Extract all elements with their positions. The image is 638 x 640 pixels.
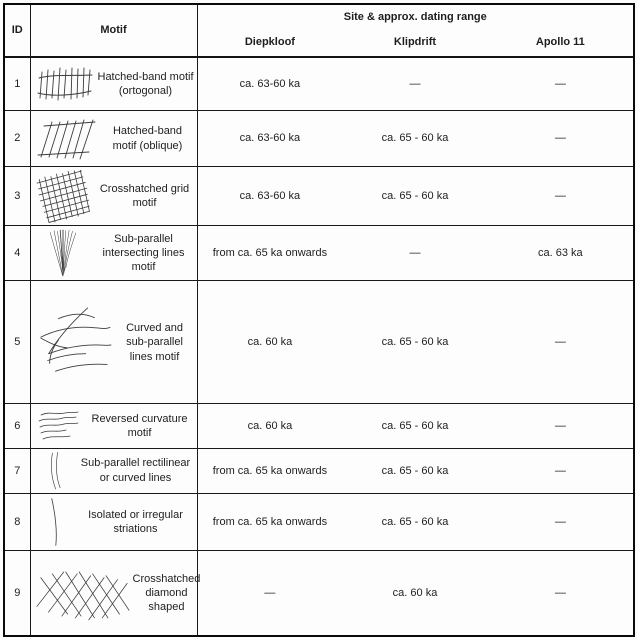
header-site-apollo11: Apollo 11 (535, 36, 585, 49)
header-id: ID (5, 5, 30, 57)
diepkloof-date-cell: from ca. 65 ka onwards (197, 225, 342, 280)
klipdrift-date-cell: ca. 65 - 60 ka (342, 404, 487, 448)
sub-parallel-rectilinear-curved-sketch (31, 451, 75, 491)
crosshatched-diamond-sketch (31, 564, 131, 622)
klipdrift-date-cell: — (409, 77, 421, 90)
apollo11-date-cell: ca. 63 ka (488, 225, 633, 280)
table-header (5, 5, 633, 57)
crosshatched-grid-sketch (31, 168, 93, 224)
diepkloof-date-cell: ca. 63-60 ka (239, 77, 301, 90)
table-row (5, 404, 633, 448)
motif-label: Crosshatched diamond shaped (132, 572, 201, 614)
klipdrift-date-cell: ca. 60 ka (342, 551, 487, 635)
motif-label: Hatched-band motif (oblique) (112, 125, 183, 152)
id-cell: 6 (5, 404, 30, 448)
header-site-group: Site & approx. dating range (343, 10, 487, 23)
diepkloof-date-cell: from ca. 65 ka onwards (197, 448, 342, 493)
klipdrift-date-cell: ca. 65 - 60 ka (342, 448, 487, 493)
motif-label: Crosshatched grid motif (99, 182, 190, 210)
motif-dating-table (5, 5, 633, 635)
klipdrift-date-cell: ca. 65 - 60 ka (342, 110, 487, 166)
table-row (5, 493, 633, 550)
motif-label: Isolated or irregular striations (88, 508, 183, 536)
id-cell: 8 (5, 493, 30, 550)
sub-parallel-intersecting-lines-sketch (31, 229, 91, 277)
id-cell: 9 (5, 551, 30, 635)
klipdrift-date-cell: — (342, 225, 487, 280)
header-motif: Motif (30, 5, 197, 57)
motif-label: Hatched-band motif (ortogonal) (97, 70, 194, 97)
table-row (5, 225, 633, 280)
klipdrift-date-cell: ca. 65 - 60 ka (342, 281, 487, 404)
diepkloof-date-cell: ca. 63-60 ka (197, 110, 342, 166)
apollo11-date-cell: — (488, 281, 633, 404)
header-site-diepkloof: Diepkloof (244, 36, 295, 49)
table-row (5, 551, 633, 635)
klipdrift-date-cell: ca. 65 - 60 ka (342, 167, 487, 226)
id-cell: 2 (5, 110, 30, 166)
reversed-curvature-sketch (31, 409, 83, 443)
motif-label: Sub-parallel intersecting lines motif (102, 232, 185, 274)
id-cell: 7 (5, 448, 30, 493)
apollo11-date-cell: — (488, 110, 633, 166)
apollo11-date-cell: — (554, 77, 566, 90)
id-cell: 5 (5, 281, 30, 404)
apollo11-date-cell: — (488, 448, 633, 493)
apollo11-date-cell: — (488, 404, 633, 448)
table-row (5, 57, 633, 110)
apollo11-date-cell: — (488, 167, 633, 226)
table-row (5, 281, 633, 404)
diepkloof-date-cell: ca. 60 ka (197, 404, 342, 448)
apollo11-date-cell: — (488, 493, 633, 550)
hatched-band-oblique-sketch (31, 118, 99, 160)
isolated-irregular-striations-sketch (31, 497, 75, 547)
diepkloof-date-cell: ca. 63-60 ka (197, 167, 342, 226)
hatched-band-orthogonal-sketch (31, 65, 95, 103)
motif-label: Curved and sub-parallel lines motif (126, 321, 183, 363)
table-row (5, 448, 633, 493)
table-row (5, 167, 633, 226)
diepkloof-date-cell: from ca. 65 ka onwards (197, 493, 342, 550)
header-site-klipdrift: Klipdrift (393, 36, 437, 49)
id-cell: 4 (5, 225, 30, 280)
motif-label: Sub-parallel rectilinear or curved lines (80, 457, 191, 484)
motif-label: Reversed curvature motif (91, 412, 188, 440)
table-row (5, 110, 633, 166)
diepkloof-date-cell: ca. 60 ka (197, 281, 342, 404)
curved-sub-parallel-lines-sketch (31, 305, 113, 379)
id-cell: 3 (5, 167, 30, 226)
apollo11-date-cell: — (488, 551, 633, 635)
id-cell: 1 (5, 57, 30, 110)
diepkloof-date-cell: — (197, 551, 342, 635)
klipdrift-date-cell: ca. 65 - 60 ka (342, 493, 487, 550)
table-outer-frame (3, 3, 635, 637)
